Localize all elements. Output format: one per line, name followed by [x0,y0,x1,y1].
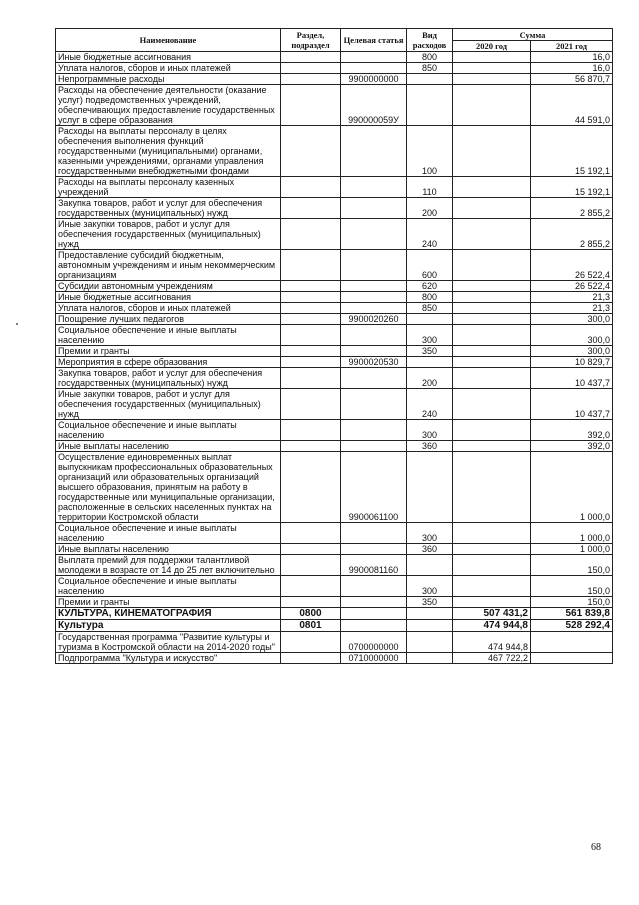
row-target [341,198,407,219]
row-target [341,250,407,281]
row-sum-2020 [453,63,531,74]
budget-table [55,28,613,664]
row-name: Расходы на выплаты персоналу в целях обеспечения выполнения функций государственными (муниципальными) органами, казенными учреждениями, органами управления государственными внебюджетными фондами [56,126,281,177]
row-sum-2021: 150,0 [531,597,613,608]
row-vid: 800 [407,292,453,303]
table-row [56,219,613,250]
table-row [56,597,613,608]
header-section: Раздел, подраздел [281,29,341,52]
row-vid: 300 [407,576,453,597]
row-vid: 360 [407,441,453,452]
table-row [56,292,613,303]
table-row [56,303,613,314]
row-name: Социальное обеспечение и иные выплаты населению [56,325,281,346]
row-name: Уплата налогов, сборов и иных платежей [56,63,281,74]
row-section [281,325,341,346]
row-vid: 600 [407,250,453,281]
row-section [281,292,341,303]
table-row [56,177,613,198]
row-vid: 350 [407,597,453,608]
row-section [281,597,341,608]
row-sum-2021: 392,0 [531,420,613,441]
header-vid: Вид расходов [407,29,453,52]
row-sum-2020 [453,52,531,63]
row-section [281,452,341,523]
header-sum: Сумма [453,29,613,41]
row-target [341,597,407,608]
row-sum-2020 [453,368,531,389]
row-sum-2021: 300,0 [531,314,613,325]
row-target [341,346,407,357]
table-row [56,85,613,126]
row-section [281,368,341,389]
row-name: Поощрение лучших педагогов [56,314,281,325]
header-name: Наименование [56,29,281,52]
row-sum-2020 [453,544,531,555]
header-2020: 2020 год [453,41,531,52]
row-sum-2021 [531,653,613,664]
row-section [281,177,341,198]
row-section [281,85,341,126]
row-target: 9900061100 [341,452,407,523]
row-vid: 850 [407,303,453,314]
row-name: Непрограммные расходы [56,74,281,85]
row-vid: 300 [407,325,453,346]
row-sum-2021: 392,0 [531,441,613,452]
row-section [281,555,341,576]
row-name: Иные выплаты населению [56,441,281,452]
row-section [281,389,341,420]
row-vid [407,555,453,576]
row-vid [407,653,453,664]
row-vid: 200 [407,368,453,389]
table-row [56,198,613,219]
row-name: Иные закупки товаров, работ и услуг для обеспечения государственных (муниципальных) нужд [56,389,281,420]
row-target: 0700000000 [341,632,407,653]
row-sum-2020 [453,523,531,544]
table-row [56,523,613,544]
row-sum-2020 [453,314,531,325]
table-body [56,52,613,664]
row-target [341,576,407,597]
row-vid [407,608,453,620]
row-target [341,292,407,303]
row-sum-2021: 21,3 [531,303,613,314]
row-section [281,523,341,544]
row-sum-2020 [453,441,531,452]
table-row [56,368,613,389]
row-vid [407,314,453,325]
row-vid: 350 [407,346,453,357]
row-name: Закупка товаров, работ и услуг для обеспечения государственных (муниципальных) нужд [56,368,281,389]
row-name: Уплата налогов, сборов и иных платежей [56,303,281,314]
row-target [341,389,407,420]
row-sum-2020 [453,597,531,608]
row-section [281,63,341,74]
table-row [56,441,613,452]
row-vid: 240 [407,219,453,250]
row-sum-2021: 300,0 [531,325,613,346]
table-row [56,357,613,368]
row-section [281,544,341,555]
row-section [281,250,341,281]
row-sum-2020: 507 431,2 [453,608,531,620]
row-vid: 360 [407,544,453,555]
row-section [281,74,341,85]
row-sum-2020: 474 944,8 [453,632,531,653]
row-target: 9900081160 [341,555,407,576]
table-row [56,544,613,555]
row-vid: 800 [407,52,453,63]
row-sum-2021: 16,0 [531,63,613,74]
row-section [281,198,341,219]
header-2021: 2021 год [531,41,613,52]
row-target [341,368,407,389]
row-target: 990000059У [341,85,407,126]
table-row [56,250,613,281]
row-sum-2020 [453,250,531,281]
table-row [56,74,613,85]
table-row [56,389,613,420]
row-sum-2021: 561 839,8 [531,608,613,620]
row-sum-2021: 1 000,0 [531,452,613,523]
row-sum-2020 [453,292,531,303]
row-section [281,357,341,368]
row-sum-2021 [531,632,613,653]
row-name: Субсидии автономным учреждениям [56,281,281,292]
row-vid [407,74,453,85]
row-target [341,620,407,632]
row-section [281,632,341,653]
table-row [56,314,613,325]
row-sum-2021: 44 591,0 [531,85,613,126]
row-section: 0801 [281,620,341,632]
table-row [56,63,613,74]
row-sum-2020 [453,177,531,198]
row-sum-2021: 1 000,0 [531,544,613,555]
table-row [56,452,613,523]
row-sum-2020 [453,126,531,177]
row-sum-2020 [453,219,531,250]
table-row [56,346,613,357]
row-sum-2020 [453,357,531,368]
row-name: Иные бюджетные ассигнования [56,52,281,63]
row-sum-2020 [453,555,531,576]
table-row [56,632,613,653]
table-row [56,608,613,620]
row-vid: 240 [407,389,453,420]
row-sum-2020 [453,346,531,357]
row-sum-2020 [453,303,531,314]
row-sum-2021: 56 870,7 [531,74,613,85]
row-sum-2020: 474 944,8 [453,620,531,632]
row-section [281,576,341,597]
row-name: Культура [56,620,281,632]
row-sum-2021: 2 855,2 [531,219,613,250]
row-vid [407,632,453,653]
row-section [281,420,341,441]
row-section [281,346,341,357]
row-vid [407,620,453,632]
row-sum-2021: 26 522,4 [531,281,613,292]
row-target [341,219,407,250]
row-sum-2020 [453,85,531,126]
row-sum-2021: 10 829,7 [531,357,613,368]
row-sum-2021: 150,0 [531,555,613,576]
row-vid: 300 [407,523,453,544]
row-sum-2020 [453,325,531,346]
row-name: Расходы на выплаты персоналу казенных учреждений [56,177,281,198]
row-sum-2020: 467 722,2 [453,653,531,664]
row-section [281,126,341,177]
row-sum-2020 [453,74,531,85]
row-target: 9900000000 [341,74,407,85]
row-name: Предоставление субсидий бюджетным, автономным учреждениям и иным некоммерческим организациям [56,250,281,281]
row-name: Иные выплаты населению [56,544,281,555]
table-row [56,653,613,664]
row-sum-2021: 10 437,7 [531,389,613,420]
table-row [56,281,613,292]
table-row [56,52,613,63]
row-vid [407,452,453,523]
table-row [56,576,613,597]
row-name: Социальное обеспечение и иные выплаты населению [56,420,281,441]
row-target [341,177,407,198]
row-section [281,281,341,292]
row-vid: 200 [407,198,453,219]
row-target [341,544,407,555]
row-target: 9900020530 [341,357,407,368]
row-target [341,523,407,544]
table-row [56,126,613,177]
header-target: Целевая статья [341,29,407,52]
row-section [281,653,341,664]
row-sum-2020 [453,452,531,523]
row-target [341,126,407,177]
row-name: Выплата премий для поддержки талантливой молодежи в возрасте от 14 до 25 лет включительно [56,555,281,576]
row-target [341,441,407,452]
row-sum-2021: 26 522,4 [531,250,613,281]
row-sum-2021: 21,3 [531,292,613,303]
row-sum-2020 [453,420,531,441]
row-sum-2021: 1 000,0 [531,523,613,544]
row-name: Социальное обеспечение и иные выплаты населению [56,523,281,544]
row-sum-2020 [453,389,531,420]
row-name: Иные бюджетные ассигнования [56,292,281,303]
scan-speck [16,323,18,325]
row-vid: 300 [407,420,453,441]
row-sum-2021: 150,0 [531,576,613,597]
row-name: Премии и гранты [56,597,281,608]
row-sum-2020 [453,198,531,219]
row-target [341,325,407,346]
table-row [56,420,613,441]
row-name: Осуществление единовременных выплат выпускникам профессиональных образовательных организаций или образовательных организаций высшего образования, принятым на работу в государственные или муниципальные организации, расположенные в сельских населенных пунктах на территории Костромской области [56,452,281,523]
row-sum-2021: 528 292,4 [531,620,613,632]
row-vid: 620 [407,281,453,292]
row-target [341,63,407,74]
row-vid: 110 [407,177,453,198]
row-section: 0800 [281,608,341,620]
row-sum-2021: 2 855,2 [531,198,613,219]
row-section [281,441,341,452]
row-section [281,303,341,314]
row-sum-2021: 16,0 [531,52,613,63]
row-target [341,52,407,63]
row-sum-2021: 10 437,7 [531,368,613,389]
row-target: 0710000000 [341,653,407,664]
row-target [341,303,407,314]
row-sum-2021: 15 192,1 [531,126,613,177]
row-section [281,219,341,250]
row-vid: 850 [407,63,453,74]
row-name: Государственная программа "Развитие культуры и туризма в Костромской области на 2014-2020 годы" [56,632,281,653]
table-row [56,325,613,346]
row-name: КУЛЬТУРА, КИНЕМАТОГРАФИЯ [56,608,281,620]
row-section [281,314,341,325]
row-section [281,52,341,63]
row-sum-2021: 15 192,1 [531,177,613,198]
row-target: 9900020260 [341,314,407,325]
row-target [341,420,407,441]
row-name: Расходы на обеспечение деятельности (оказание услуг) подведомственных учреждений, обеспечивающих предоставление государственных услуг в сфере образования [56,85,281,126]
table-row [56,555,613,576]
page-number: 68 [591,842,601,853]
row-name: Мероприятия в сфере образования [56,357,281,368]
row-sum-2020 [453,281,531,292]
row-sum-2020 [453,576,531,597]
document-sheet [55,28,612,664]
row-target [341,608,407,620]
row-vid [407,357,453,368]
row-name: Закупка товаров, работ и услуг для обеспечения государственных (муниципальных) нужд [56,198,281,219]
row-target [341,281,407,292]
table-header [56,29,613,52]
row-name: Социальное обеспечение и иные выплаты населению [56,576,281,597]
table-row [56,620,613,632]
row-sum-2021: 300,0 [531,346,613,357]
row-name: Премии и гранты [56,346,281,357]
row-vid [407,85,453,126]
row-name: Иные закупки товаров, работ и услуг для обеспечения государственных (муниципальных) нужд [56,219,281,250]
row-vid: 100 [407,126,453,177]
row-name: Подпрограмма "Культура и искусство" [56,653,281,664]
